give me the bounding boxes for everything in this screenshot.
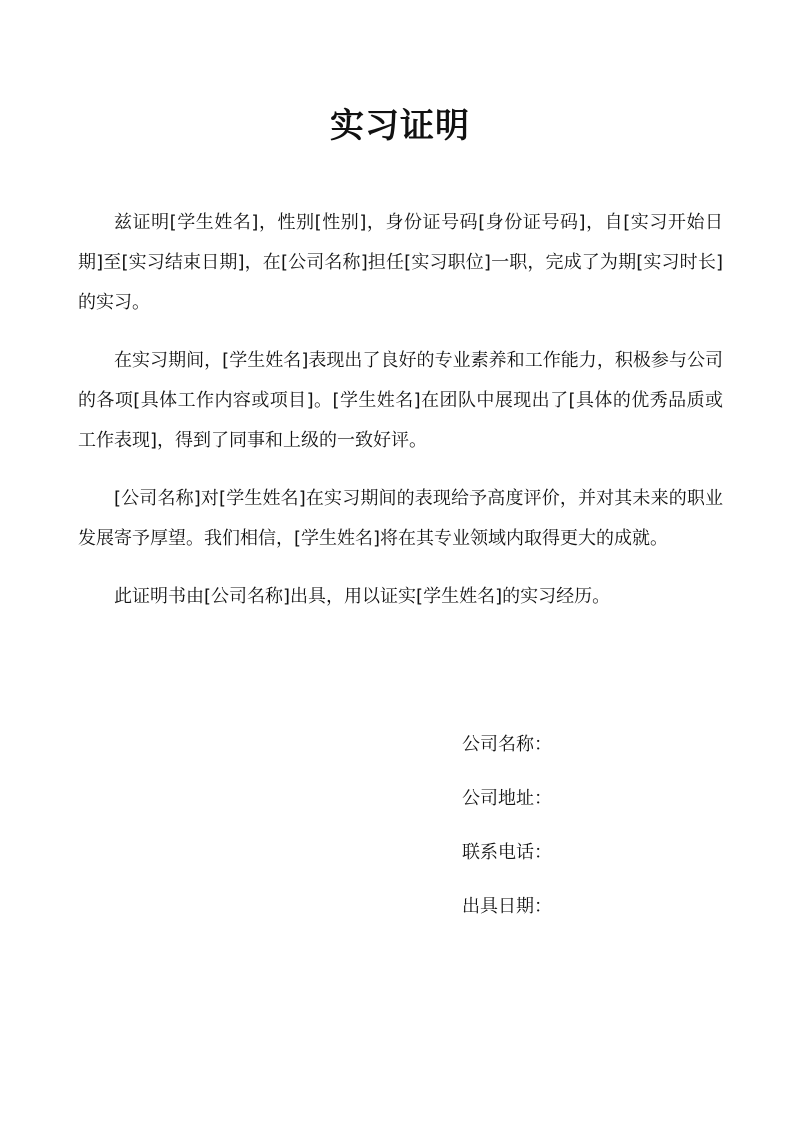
document-body bbox=[78, 203, 723, 635]
signature-block bbox=[462, 727, 552, 943]
company-name-label: 公司名称： bbox=[462, 734, 552, 755]
paragraph-performance: 在实习期间，[学生姓名]表现出了良好的专业素养和工作能力，积极参与公司的各项[具体工作内容或项目]。[学生姓名]在团队中展现出了[具体的优秀品质或工作表现]，得到了同事和上级的一致好评。 bbox=[78, 350, 723, 451]
document-title: 实习证明 bbox=[330, 106, 470, 146]
issue-date-label: 出具日期： bbox=[462, 896, 552, 917]
contact-phone-label: 联系电话： bbox=[462, 842, 552, 863]
company-address-label: 公司地址： bbox=[462, 788, 552, 809]
paragraph-evaluation: [公司名称]对[学生姓名]在实习期间的表现给予高度评价，并对其未来的职业发展寄予厚望。我们相信，[学生姓名]将在其专业领域内取得更大的成就。 bbox=[78, 488, 723, 549]
paragraph-issuance: 此证明书由[公司名称]出具，用以证实[学生姓名]的实习经历。 bbox=[114, 586, 611, 607]
paragraph-intro: 兹证明[学生姓名]，性别[性别]，身份证号码[身份证号码]，自[实习开始日期]至[实习结束日期]，在[公司名称]担任[实习职位]一职，完成了为期[实习时长]的实习。 bbox=[78, 212, 723, 313]
